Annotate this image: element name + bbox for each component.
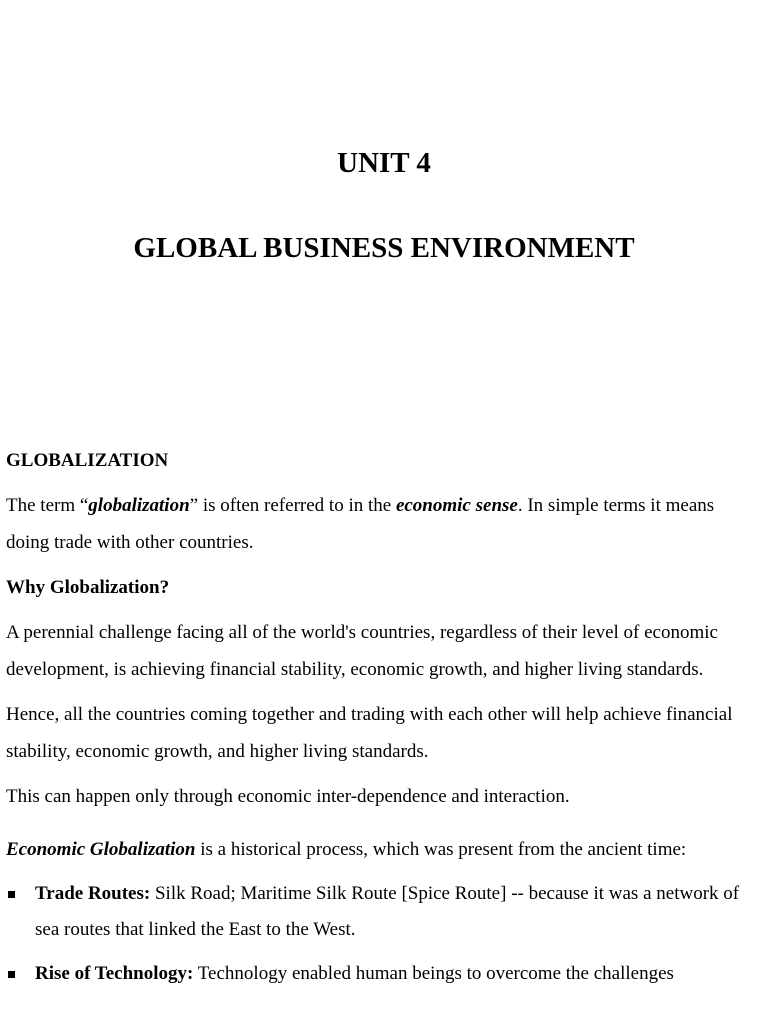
economic-globalization-term: Economic Globalization <box>6 839 196 860</box>
section-heading-globalization: GLOBALIZATION <box>6 450 169 471</box>
intro-term-globalization: globalization <box>88 495 190 516</box>
document-title: GLOBAL BUSINESS ENVIRONMENT <box>133 232 635 264</box>
list-item <box>6 956 762 992</box>
section-heading-why-globalization: Why Globalization? <box>6 577 170 598</box>
list-item <box>6 876 762 948</box>
why-paragraph-1: A perennial challenge facing all of the world's countries, regardless of their level of economic development, is achieving financial stability, economic growth, and higher living standards. <box>6 622 718 680</box>
intro-text-2: ” is often referred to in the <box>189 495 396 516</box>
economic-globalization-paragraph <box>6 831 762 868</box>
square-bullet-icon <box>8 891 15 898</box>
why-paragraph-2: Hence, all the countries coming together and trading with each other will help achieve financial stability, economic growth, and higher living standards. <box>6 704 733 762</box>
intro-term-economic-sense: economic sense <box>395 495 518 516</box>
bullet-list <box>6 876 762 992</box>
document-body <box>6 442 762 1000</box>
bullet-text: Silk Road; Maritime Silk Route [Spice Route] -- because it was a network of sea routes that linked the East to the West. <box>35 883 740 940</box>
bullet-text: Technology enabled human beings to overcome the challenges <box>193 963 674 984</box>
bullet-label: Trade Routes: <box>35 883 151 904</box>
economic-globalization-text: is a historical process, which was present from the ancient time: <box>195 839 687 860</box>
intro-text-3: . In simple terms it means doing trade with other countries. <box>6 495 715 553</box>
bullet-label: Rise of Technology: <box>35 963 194 984</box>
intro-text-1: The term “ <box>6 495 89 516</box>
unit-title: UNIT 4 <box>337 147 431 179</box>
globalization-intro-paragraph <box>6 487 762 561</box>
why-paragraph-3: This can happen only through economic inter-dependence and interaction. <box>6 786 570 807</box>
square-bullet-icon <box>8 971 15 978</box>
